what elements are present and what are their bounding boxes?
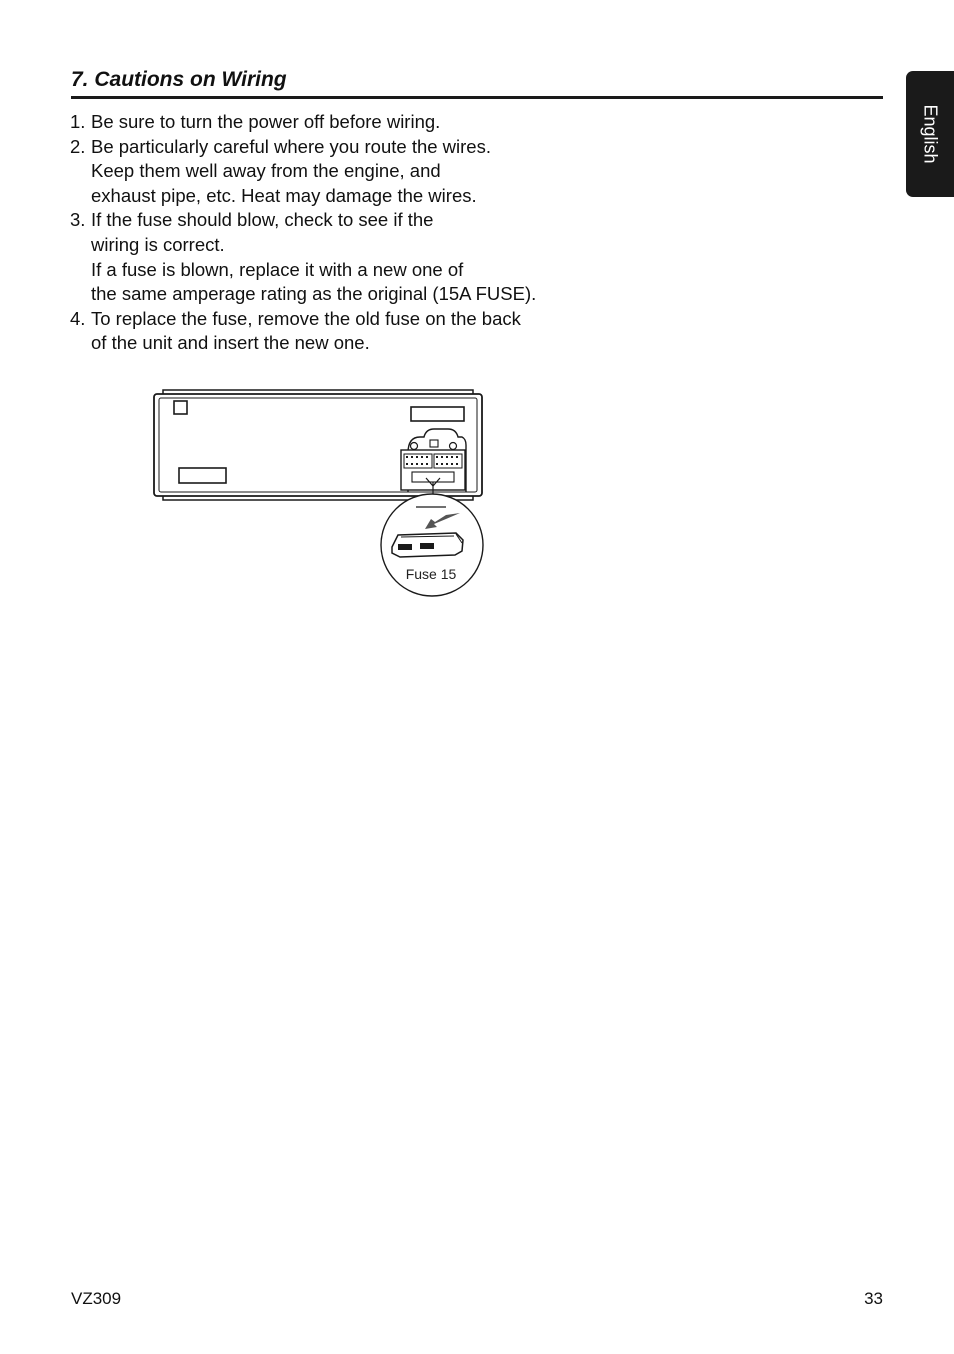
language-tab[interactable] (906, 71, 954, 197)
page-number: 33 (864, 1289, 883, 1308)
footer-model: VZ309 (71, 1289, 122, 1308)
step-text: the same amperage rating as the original (15A FUSE). (91, 283, 537, 305)
list-item (70, 307, 630, 356)
step-text: wiring is correct. (91, 233, 225, 255)
step-text: of the unit and insert the new one. (91, 332, 370, 354)
fuse-label: Fuse 15 (405, 566, 457, 582)
step-text: exhaust pipe, etc. Heat may damage the wires. (91, 184, 477, 206)
list-item (70, 208, 630, 306)
list-item (70, 135, 630, 209)
step-text: Be particularly careful where you route the wires. (91, 135, 491, 157)
step-text: Be sure to turn the power off before wiring. (91, 111, 441, 132)
language-tab-label: English (920, 104, 941, 164)
step-number: 3. (70, 209, 86, 231)
step-text: To replace the fuse, remove the old fuse on the back (91, 307, 521, 329)
wiring-caution-list (70, 110, 630, 356)
section-title: 7. Cautions on Wiring (71, 66, 883, 99)
step-text: If a fuse is blown, replace it with a new one of (91, 258, 464, 280)
step-text: Keep them well away from the engine, and (91, 160, 441, 182)
list-item (70, 110, 630, 135)
step-number: 4. (70, 307, 86, 329)
step-number: 1. (70, 111, 86, 132)
step-number: 2. (70, 135, 86, 157)
step-text: If the fuse should blow, check to see if the (91, 209, 434, 231)
